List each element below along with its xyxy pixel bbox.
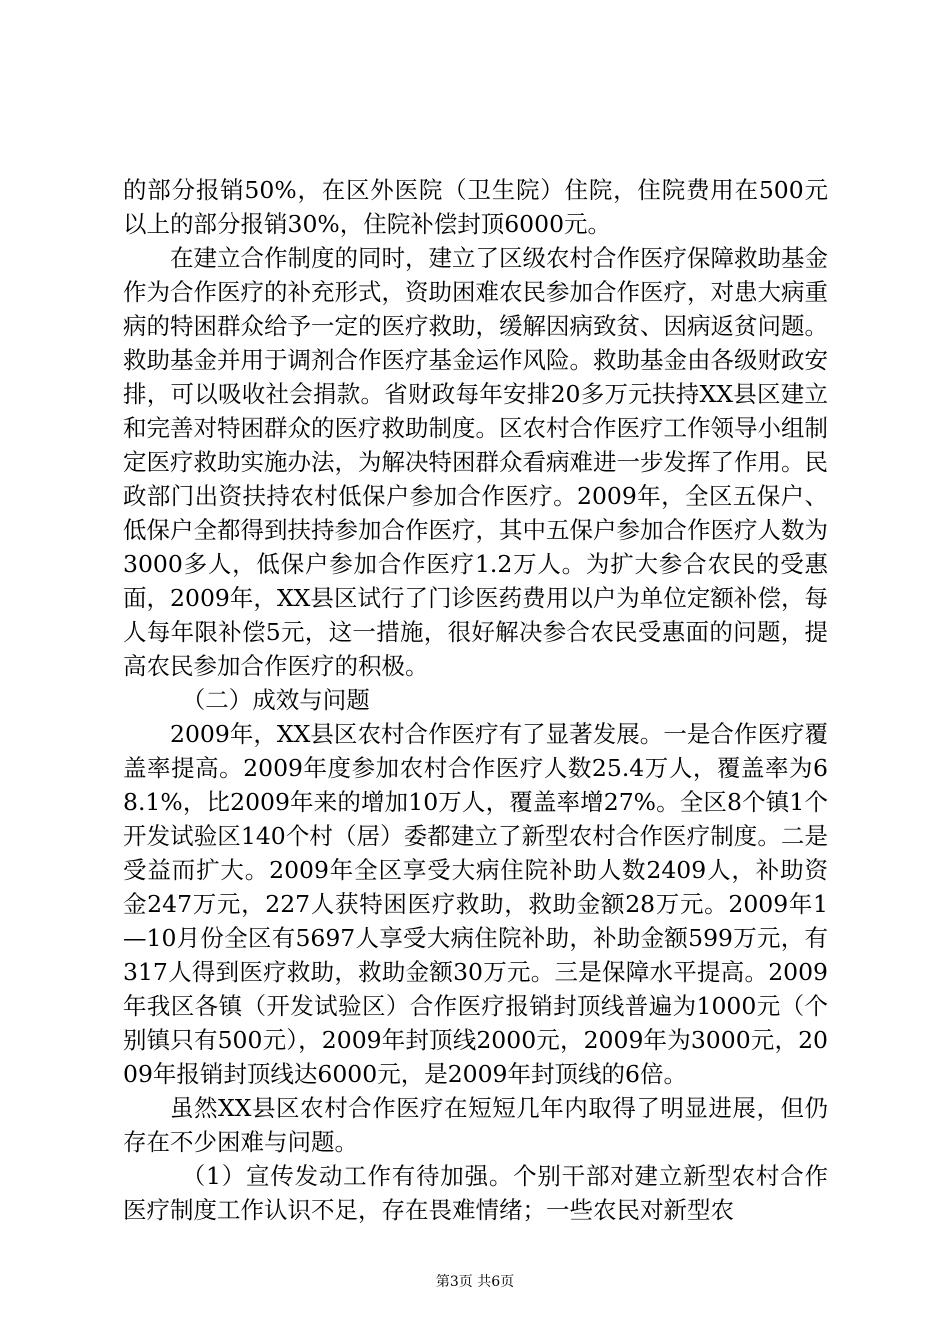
section-heading-results-and-problems: （二）成效与问题 (181, 686, 370, 714)
paragraph-publicity-issue: （1）宣传发动工作有待加强。个别干部对建立新型农村合作医疗制度工作认识不足，存在畏难情绪；一些农民对新型农 (123, 1162, 828, 1224)
paragraph-relief-fund: 在建立合作制度的同时，建立了区级农村合作医疗保障救助基金作为合作医疗的补充形式，资助困难农民参加合作医疗，对患大病重病的特困群众给予一定的医疗救助，缓解因病致贫、因病返贫问题。救助基金并用于调剂合作医疗基金运作风险。救助基金由各级财政安排，可以吸收社会捐款。省财政每年安排20多万元扶持XX县区建立和完善对特困群众的医疗救助制度。区农村合作医疗工作领导小组制定医疗救助实施办法，为解决特困群众看病难进一步发挥了作用。民政部门出资扶持农村低保户参加合作医疗。2009年，全区五保户、低保户全都得到扶持参加合作医疗，其中五保户参加合作医疗人数为3000多人，低保户参加合作医疗1.2万人。为扩大参合农民的受惠面，2009年，XX县区试行了门诊医药费用以户为单位定额补偿，每人每年限补偿5元，这一措施，很好解决参合农民受惠面的问题，提高农民参加合作医疗的积极。 (123, 244, 828, 680)
paragraph-development: 2009年，XX县区农村合作医疗有了显著发展。一是合作医疗覆盖率提高。2009年度参加农村合作医疗人数25.4万人，覆盖率为68.1%，比2009年来的增加10万人，覆盖率增27%。全区8个镇1个开发试验区140个村（居）委都建立了新型农村合作医疗制度。二是受益而扩大。2009年全区享受大病住院补助人数2409人，补助资金247万元，227人获特困医疗救助，救助金额28万元。2009年1—10月份全区有5697人享受大病住院补助，补助金额599万元，有317人得到医疗救助，救助金额30万元。三是保障水平提高。2009年我区各镇（开发试验区）合作医疗报销封顶线普遍为1000元（个别镇只有500元），2009年封顶线2000元，2009年为3000元，2009年报销封顶线达6000元，是2009年封顶线的6倍。 (123, 720, 828, 1088)
page-footer (0, 1272, 950, 1292)
paragraph-difficulties: 虽然XX县区农村合作医疗在短短几年内取得了明显进展，但仍存在不少困难与问题。 (123, 1094, 828, 1156)
paragraph-continuation: 的部分报销50%，在区外医院（卫生院）住院，住院费用在500元以上的部分报销30%，住院补偿封顶6000元。 (123, 176, 828, 238)
document-body (123, 173, 828, 1227)
page-number-label: 第3页 共6页 (435, 1274, 515, 1290)
